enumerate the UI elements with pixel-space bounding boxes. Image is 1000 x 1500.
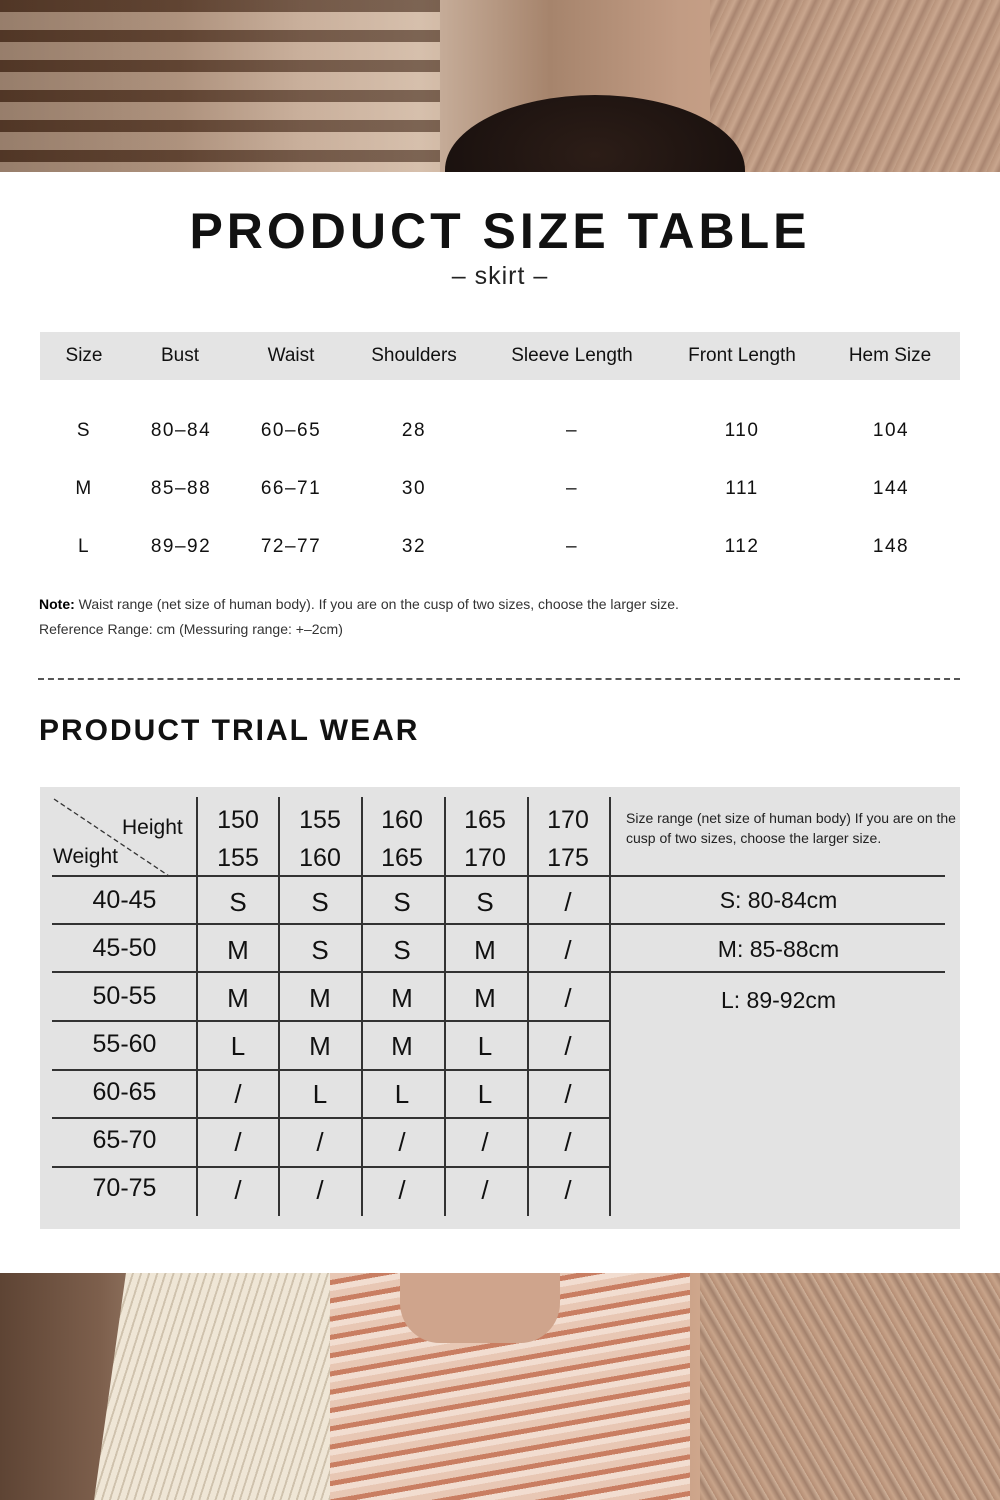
cell-hem-size: 104 [872, 420, 910, 441]
size-cell: / [316, 1127, 324, 1157]
size-cell: / [564, 1175, 572, 1205]
size-cell: M [474, 935, 496, 965]
page-title: PRODUCT SIZE TABLE [189, 203, 811, 259]
size-cell: S [393, 887, 411, 917]
cell-sleeve-length: – [565, 420, 579, 441]
header-waist: Waist [267, 345, 315, 366]
size-cell: S [476, 887, 494, 917]
cell-bust: 85–88 [150, 478, 212, 499]
bottom-product-photo [0, 1273, 1000, 1500]
cell-sleeve-length: – [565, 536, 579, 557]
corner-height-label: Height [122, 816, 183, 839]
cell-front-length: 111 [725, 478, 759, 499]
cell-sleeve-length: – [565, 478, 579, 499]
height-to: 170 [464, 844, 506, 872]
size-cell: M [309, 983, 331, 1013]
jacket-sleeve [400, 1273, 560, 1343]
height-header [445, 801, 525, 877]
reference-range-note: Reference Range: cm (Messuring range: +–2cm) [39, 621, 343, 637]
table-row [40, 527, 960, 567]
size-cell: L [477, 1031, 493, 1061]
height-header [280, 801, 360, 877]
size-cell: / [234, 1079, 242, 1109]
size-cell: L [230, 1031, 246, 1061]
size-cell: / [398, 1127, 406, 1157]
weight-label: 65-70 [92, 1126, 157, 1154]
size-cell: / [564, 935, 572, 965]
weight-label: 50-55 [92, 982, 157, 1010]
header-sleeve-length: Sleeve Length [511, 345, 633, 366]
header-hem-size: Hem Size [848, 345, 932, 366]
weight-label: 70-75 [92, 1174, 157, 1202]
size-cell: / [564, 1127, 572, 1157]
cell-front-length: 110 [724, 420, 760, 441]
size-cell: / [564, 887, 572, 917]
size-range-l: L: 89-92cm [720, 987, 837, 1013]
cell-size: S [76, 420, 92, 441]
size-cell: / [481, 1127, 489, 1157]
grid-line [52, 875, 945, 877]
trial-wear-title: PRODUCT TRIAL WEAR [39, 714, 420, 747]
size-cell: M [309, 1031, 331, 1061]
grid-line [52, 1117, 610, 1119]
corner-weight-label: Weight [53, 845, 118, 868]
top-product-photo [0, 0, 1000, 172]
cell-size: M [75, 478, 93, 499]
table-row [40, 411, 960, 451]
height-to: 175 [547, 844, 589, 872]
weight-label: 45-50 [92, 934, 157, 962]
cell-waist: 60–65 [260, 420, 322, 441]
size-cell: M [227, 935, 249, 965]
size-cell: L [394, 1079, 410, 1109]
size-cell: S [229, 887, 247, 917]
cell-bust: 89–92 [150, 536, 212, 557]
size-range-m: M: 85-88cm [717, 936, 840, 962]
grid-line [52, 971, 945, 973]
size-cell: / [564, 983, 572, 1013]
page-subtitle: – skirt – [451, 262, 549, 290]
table-row [40, 469, 960, 509]
window-blinds [0, 0, 440, 172]
grid-line [52, 923, 945, 925]
size-cell: L [312, 1079, 328, 1109]
size-cell: / [316, 1175, 324, 1205]
size-cell: S [311, 935, 329, 965]
size-table-header [40, 332, 960, 380]
weight-label: 60-65 [92, 1078, 157, 1106]
size-cell: / [481, 1175, 489, 1205]
header-bust: Bust [160, 345, 200, 366]
cell-waist: 72–77 [260, 536, 322, 557]
size-cell: / [398, 1175, 406, 1205]
size-range-note: Size range (net size of human body) If you are on the cusp of two sizes, choose the larger size. [626, 810, 956, 846]
height-header [362, 801, 442, 877]
cell-front-length: 112 [724, 536, 760, 557]
size-cell: / [234, 1175, 242, 1205]
size-cell: / [234, 1127, 242, 1157]
note-text: Waist range (net size of human body). If you are on the cusp of two sizes, choose the larger size. [78, 596, 679, 612]
size-cell: L [477, 1079, 493, 1109]
header-size: Size [65, 345, 103, 366]
grid-line [52, 1166, 610, 1168]
height-header [198, 801, 278, 877]
height-from: 155 [299, 806, 341, 834]
size-cell: M [391, 983, 413, 1013]
cell-hem-size: 144 [872, 478, 910, 499]
note-label: Note: [39, 596, 75, 612]
height-from: 150 [217, 806, 259, 834]
header-shoulders: Shoulders [371, 345, 457, 366]
cell-waist: 66–71 [260, 478, 322, 499]
height-from: 170 [547, 806, 589, 834]
size-note [39, 596, 679, 612]
height-from: 165 [464, 806, 506, 834]
cell-shoulders: 30 [401, 478, 427, 499]
size-cell: / [564, 1079, 572, 1109]
height-header [528, 801, 608, 877]
cell-bust: 80–84 [150, 420, 212, 441]
size-cell: S [311, 887, 329, 917]
size-range-s: S: 80-84cm [719, 887, 838, 913]
cell-hem-size: 148 [872, 536, 910, 557]
weight-label: 55-60 [92, 1030, 157, 1058]
height-to: 155 [217, 844, 259, 872]
grid-line [52, 1020, 610, 1022]
header-front-length: Front Length [688, 345, 796, 366]
stone-wall [700, 1273, 1000, 1500]
size-cell: S [393, 935, 411, 965]
size-cell: / [564, 1031, 572, 1061]
cell-shoulders: 28 [401, 420, 427, 441]
grid-line [52, 1069, 610, 1071]
cell-shoulders: 32 [401, 536, 427, 557]
height-from: 160 [381, 806, 423, 834]
size-cell: M [391, 1031, 413, 1061]
cell-size: L [77, 536, 91, 557]
stone-wall [710, 0, 1000, 172]
weight-label: 40-45 [92, 886, 157, 914]
height-to: 160 [299, 844, 341, 872]
size-cell: M [227, 983, 249, 1013]
size-cell: M [474, 983, 496, 1013]
height-to: 165 [381, 844, 423, 872]
section-divider [38, 678, 960, 680]
model-hair [445, 95, 745, 172]
